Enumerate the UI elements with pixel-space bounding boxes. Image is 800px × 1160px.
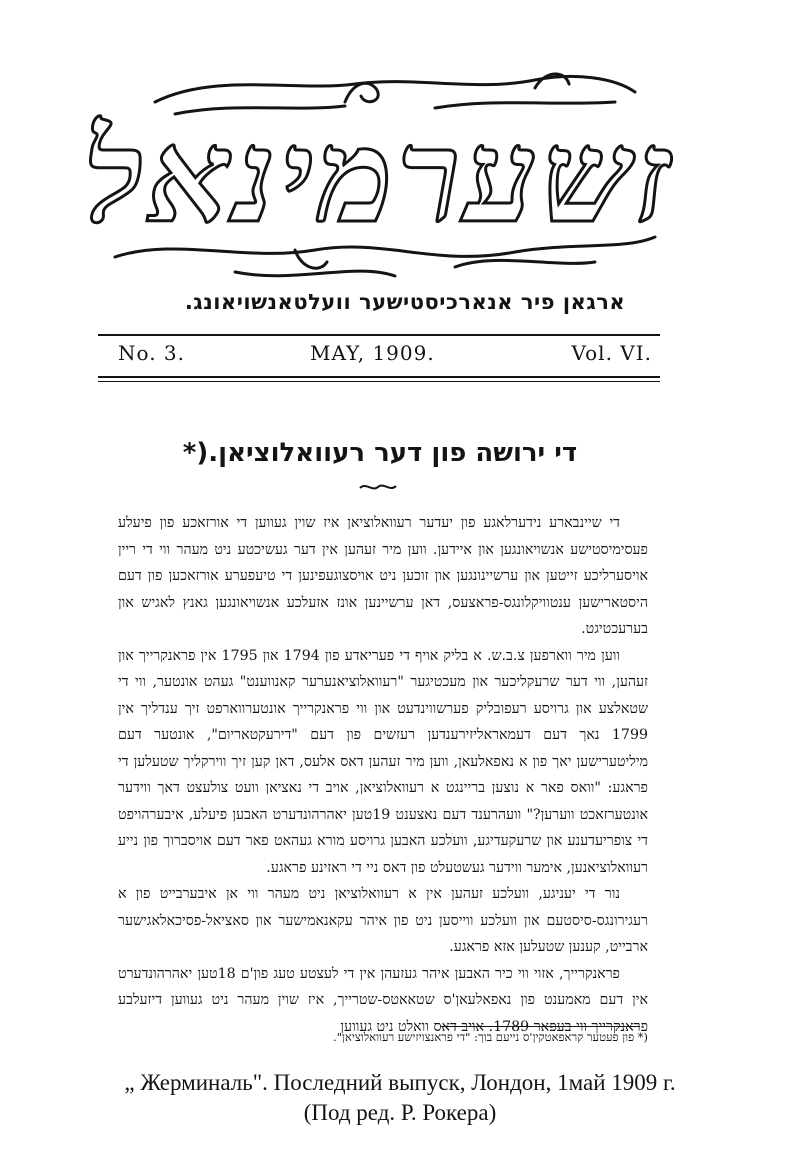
article-title: די ירושה פון דער רעוואלוציאן.(*	[182, 438, 578, 468]
header-rule-bottom	[98, 376, 660, 378]
article-body	[118, 510, 648, 1040]
caption-line-2: (Под ред. Р. Рокера)	[303, 1100, 497, 1125]
masthead-logo	[84, 62, 675, 292]
issue-number: No. 3.	[118, 341, 185, 365]
archive-caption	[100, 1068, 700, 1128]
article-paragraph: די שיינבארע נידערלאגע פון יעדער רעוואלוציאן איז שוין געווען די אורזאכע פון פיעלע פעסימיסטישע אנשויאונגען און איידען. ווען מיר זעהען אין דער געשיכטע ניט מעהר ווי די ריין אויסערליכע זייטען און ערשיינונגען און זוכען ניט אויסצוגעפינען די טיעפערע אורזאכען פון דעם היסטארישען ענטוויקלונגס-פראצעס, דאן ערשיינען אונז אזעלכע אנשויאונגען גאנץ לאגיש און בערעכטיגט.	[118, 515, 648, 637]
header-rule-bottom-thin	[98, 381, 660, 382]
caption-line-1: „ Жерминаль". Последний выпуск, Лондон, 1май 1909 г.	[124, 1070, 676, 1095]
masthead-title: זשערמינאל	[84, 102, 675, 252]
subtitle: ארגאן פיר אנארכיסטישער וועלטאנשויאונג.	[184, 290, 626, 314]
header-rule-top	[98, 334, 660, 336]
divider-flourish-icon	[358, 480, 398, 494]
issue-volume: Vol. VI.	[571, 341, 652, 365]
article-paragraph: ווען מיר ווארפען צ.ב.ש. א בליק אויף די פעריאדע פון 1794 און 1795 אין פראנקרייך און זעהען, ווי דער שרעקליכער און מעכטיגער "רעוואלוציאנערער קאנווענט" געהט אונטער, ווי די שטאלצע און גרויסע רעפובליק פערשווינדעט און ווי פראנקרייך אונטערווארפט זיך ענדליך אין 1799 נאך דעם דעמאראליזירענדען רעזשים פון דעם "דירעקטאריום", אונטער דעם מיליטערישען יאך פון א נאפאלעאן, ווען מיר זעהען דאס אלעס, דאן קען זיך ווירקליך שטעלען די פראגע: "וואס פאר א נוצען בריינגט א רעוואלוציאן, אויב די נאציאן וועט צולעצט דאך ווידער אונטערזאכט ווערען?" וועהרענד דעם נאצענט 19טען יאהרהונדערט האבען פיעלע, איבערהויפט די צופריעדענע און שרעקעדיגע, וועלכע האבען גרויסע מורא געהאט פאר דעם אויסברוך פון נייע רעוואלוציאנען, אימער ווידער געשטעלט פון דאס ניי די ראזינע פראגע.	[118, 647, 649, 876]
article-paragraph: נור די יעניגע, וועלכע זעהען אין א רעוואלוציאן ניט מעהר ווי אן איבערבייט פון א רעגירונגס-סיסטעם און וועלכע ווייסען ניט פון איהר עקאנאמישער און סאציאל-פסיכאלאגישער ארבייט, קענען שטעלען אזא פראגע.	[118, 886, 648, 955]
issue-date: MAY, 1909.	[310, 341, 435, 365]
footnote: (* פון פעטער קראפאטקין'ס נייעם בוך: "די פראנצויזישע רעוואלוציאן".	[333, 1030, 648, 1044]
issue-info	[104, 341, 652, 371]
footnote-rule	[440, 1026, 640, 1027]
article-paragraph: פראנקרייך, אזוי ווי כיר האבען איהר געזעהן אין די לעצטע טעג פון'ם 18טען יאהרהונדערט אין דעם מאמענט פון נאפאלעאן'ס שטאאטס-שטרייך, איז שוין מעהר ניט געווען דיזעלבע פראנקרייך ווי בעפאר 1789. אויב דאס וואלט ניט געווען	[118, 965, 648, 1035]
